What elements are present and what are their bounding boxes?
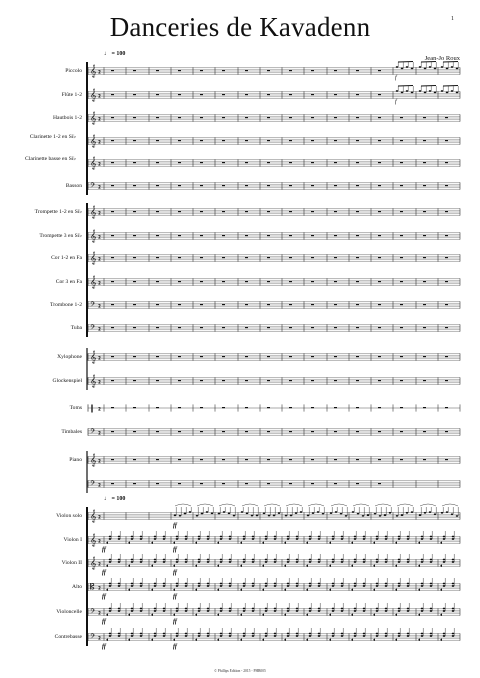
instrument-label: Cor 1-2 en Fa (51, 255, 82, 261)
composer-name: Jean-Jo Roux (424, 55, 460, 62)
dynamic-fortissimo: ff (173, 594, 177, 600)
instrument-label: Trompette 3 en Si♭ (39, 233, 82, 239)
clef-icon: 𝄞 (90, 88, 97, 102)
svg-text:2: 2 (98, 210, 101, 216)
instrument-label: Glockenspiel (52, 378, 82, 384)
clef-icon: 𝄢 (90, 323, 96, 333)
svg-text:2: 2 (98, 116, 101, 122)
score-title: Danceries de Kavadenn (109, 12, 371, 42)
tempo-marking-strings: ♩ = 100 (104, 496, 126, 502)
instrument-label: Alto (72, 584, 82, 590)
staff (88, 157, 460, 170)
svg-text:2: 2 (98, 538, 101, 544)
staff (88, 404, 460, 413)
staff (88, 428, 460, 437)
instrument-label: Violon II (61, 560, 82, 566)
svg-text:2: 2 (98, 93, 101, 99)
svg-text:2: 2 (98, 561, 101, 567)
page-number: 1 (451, 16, 454, 22)
dynamic-fortissimo: ff (173, 619, 177, 625)
clef-icon: 𝄞 (90, 134, 97, 148)
instrument-label: Xylophone (57, 354, 82, 360)
footer-copyright: © Phillips Edition - 2015 - PHB005 (214, 669, 266, 673)
staff (88, 324, 460, 333)
svg-text:2: 2 (98, 482, 101, 488)
dynamic-fortissimo: ff (102, 570, 106, 576)
dynamic-fortissimo: ff (102, 594, 106, 600)
dynamic-forte: f (395, 99, 397, 105)
staff (88, 230, 460, 243)
staff (88, 276, 460, 289)
instrument-label: Violoncelle (56, 609, 82, 615)
staff (88, 534, 460, 547)
clef-icon: 𝄢 (90, 181, 96, 191)
svg-text:2: 2 (98, 430, 101, 436)
svg-text:2: 2 (98, 280, 101, 286)
clef-icon: 𝄞 (90, 111, 97, 125)
staff (88, 182, 460, 191)
clef-icon: 𝄞 (90, 509, 97, 523)
instrument-label: Timbales (61, 429, 82, 435)
clef-icon: 𝄢 (90, 479, 96, 489)
tempo-marking-top: ♩ = 100 (104, 51, 126, 57)
clef-icon: 𝄞 (90, 156, 97, 170)
instrument-label: Flûte 1-2 (61, 92, 82, 98)
staff (88, 480, 460, 489)
clef-icon: 𝄢 (90, 607, 96, 617)
instrument-label: Violon I (63, 537, 82, 543)
dynamic-fortissimo: ff (173, 547, 177, 553)
svg-text:2: 2 (98, 514, 101, 520)
instrument-label: Clarinette 1-2 en Si♭ (29, 134, 76, 140)
instrument-label: Violon solo (56, 513, 82, 519)
instrument-label: Piccolo (65, 68, 82, 74)
svg-text:2: 2 (98, 610, 101, 616)
clef-icon: 𝄞 (90, 350, 97, 364)
svg-text:2: 2 (98, 161, 101, 167)
staff (88, 351, 460, 364)
svg-text:2: 2 (98, 69, 101, 75)
dynamic-fortissimo: ff (173, 644, 177, 650)
staff (88, 135, 460, 148)
staff (88, 89, 460, 102)
clef-icon: 𝄞 (90, 275, 97, 289)
clef-icon: 𝄢 (90, 427, 96, 437)
svg-text:2: 2 (98, 458, 101, 464)
dynamic-fortissimo: ff (102, 619, 106, 625)
instrument-label: Trompette 1-2 en Si♭ (34, 209, 82, 215)
svg-text:2: 2 (98, 406, 101, 412)
staff (88, 557, 460, 570)
clef-icon: 𝄞 (90, 205, 97, 219)
dynamic-fortissimo: ff (102, 644, 106, 650)
instrument-label: Clarinette basse en Si♭ (25, 156, 76, 162)
dynamic-fortissimo: ff (173, 523, 177, 529)
svg-text:2: 2 (98, 585, 101, 591)
clef-icon: ‖ (90, 403, 94, 413)
clef-icon: 𝄞 (90, 229, 97, 243)
clef-icon: 𝄞 (90, 453, 97, 467)
svg-text:2: 2 (98, 139, 101, 145)
clef-icon: 𝄡 (90, 582, 95, 592)
staff (88, 206, 460, 219)
svg-text:2: 2 (98, 379, 101, 385)
instrument-label: Trombone 1-2 (50, 302, 82, 308)
clef-icon: 𝄢 (90, 632, 96, 642)
svg-text:2: 2 (98, 184, 101, 190)
staff (88, 252, 460, 265)
staff (88, 65, 460, 78)
clef-icon: 𝄞 (90, 533, 97, 547)
clef-icon: 𝄞 (90, 374, 97, 388)
instrument-label: Toms (69, 405, 82, 411)
clef-icon: 𝄞 (90, 251, 97, 265)
dynamic-fortissimo: ff (173, 570, 177, 576)
instrument-label: Piano (69, 457, 82, 463)
clef-icon: 𝄢 (90, 300, 96, 310)
dynamic-forte: f (395, 75, 397, 81)
dynamic-fortissimo: ff (102, 547, 106, 553)
svg-text:2: 2 (98, 234, 101, 240)
instrument-label: Hautbois 1-2 (52, 115, 82, 121)
clef-icon: 𝄞 (90, 556, 97, 570)
svg-text:2: 2 (98, 355, 101, 361)
instrument-label: Basson (65, 183, 82, 189)
svg-text:2: 2 (98, 326, 101, 332)
staff (88, 375, 460, 388)
staff (88, 301, 460, 310)
clef-icon: 𝄞 (90, 64, 97, 78)
staff (88, 454, 460, 467)
svg-text:2: 2 (98, 635, 101, 641)
instrument-label: Cor 3 en Fa (55, 279, 82, 285)
instrument-label: Contrebasse (54, 634, 82, 640)
svg-text:2: 2 (98, 256, 101, 262)
svg-text:2: 2 (98, 303, 101, 309)
instrument-label: Tuba (70, 325, 82, 331)
staff (88, 112, 460, 125)
